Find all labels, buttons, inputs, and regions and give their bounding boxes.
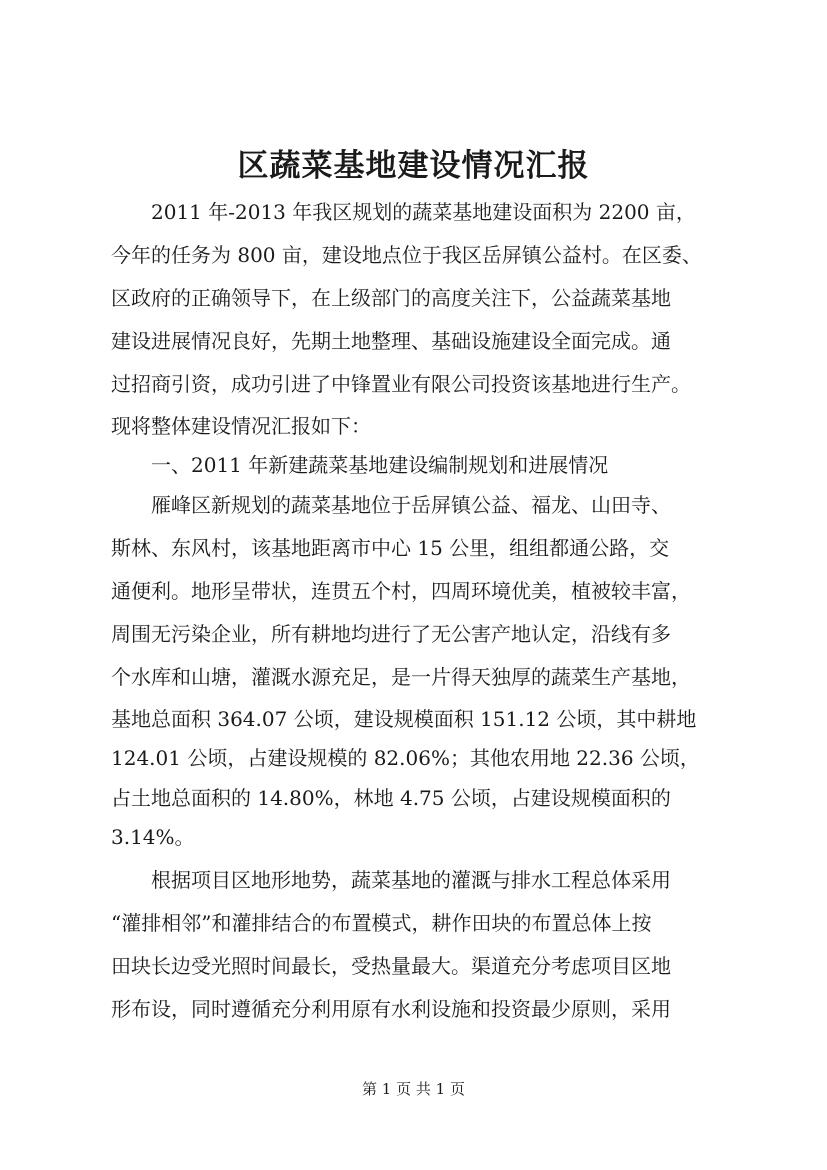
text-line: 周围无污染企业，所有耕地均进行了无公害产地认定，沿线有多: [111, 622, 671, 646]
text-line: 占土地总面积的 14.80%，林地 4.75 公顷，占建设规模面积的: [111, 786, 671, 810]
text-line: 田块长边受光照时间最长，受热量最大。渠道充分考虑项目区地: [111, 954, 671, 978]
text-line: 根据项目区地形地势，蔬菜基地的灌溉与排水工程总体采用: [111, 868, 671, 892]
page-footer: 第 1 页 共 1 页: [362, 1080, 465, 1098]
text-line: 2011 年-2013 年我区规划的蔬菜基地建设面积为 2200 亩，: [111, 200, 696, 224]
text-line: 斯林、东风村，该基地距离市中心 15 公里，组组都通公路，交: [111, 536, 670, 560]
document-title: 区蔬菜基地建设情况汇报: [237, 148, 590, 184]
text-line: 过招商引资，成功引进了中锋置业有限公司投资该基地进行生产。: [111, 372, 691, 396]
text-line: 今年的任务为 800 亩，建设地点位于我区岳屏镇公益村。在区委、: [111, 243, 702, 267]
section-heading: 一、2011 年新建蔬菜基地建设编制规划和进展情况: [111, 453, 609, 477]
text-line: 3.14%。: [111, 825, 195, 849]
text-line: 通便利。地形呈带状，连贯五个村，四周环境优美，植被较丰富，: [111, 579, 691, 603]
text-line: 建设进展情况良好，先期土地整理、基础设施建设全面完成。通: [111, 329, 671, 353]
text-line: 雁峰区新规划的蔬菜基地位于岳屏镇公益、福龙、山田寺、: [111, 493, 671, 517]
text-line: 124.01 公顷，占建设规模的 82.06%；其他农用地 22.36 公顷，: [111, 746, 700, 770]
text-line: 个水库和山塘，灌溉水源充足，是一片得天独厚的蔬菜生产基地，: [111, 665, 691, 689]
text-line: “灌排相邻”和灌排结合的布置模式，耕作田块的布置总体上按: [111, 911, 652, 935]
text-line: 区政府的正确领导下，在上级部门的高度关注下，公益蔬菜基地: [111, 286, 671, 310]
text-line: 基地总面积 364.07 公顷，建设规模面积 151.12 公顷，其中耕地: [111, 707, 697, 731]
text-line: 形布设，同时遵循充分利用原有水利设施和投资最少原则，采用: [111, 997, 671, 1021]
text-line: 现将整体建设情况汇报如下：: [111, 414, 371, 438]
